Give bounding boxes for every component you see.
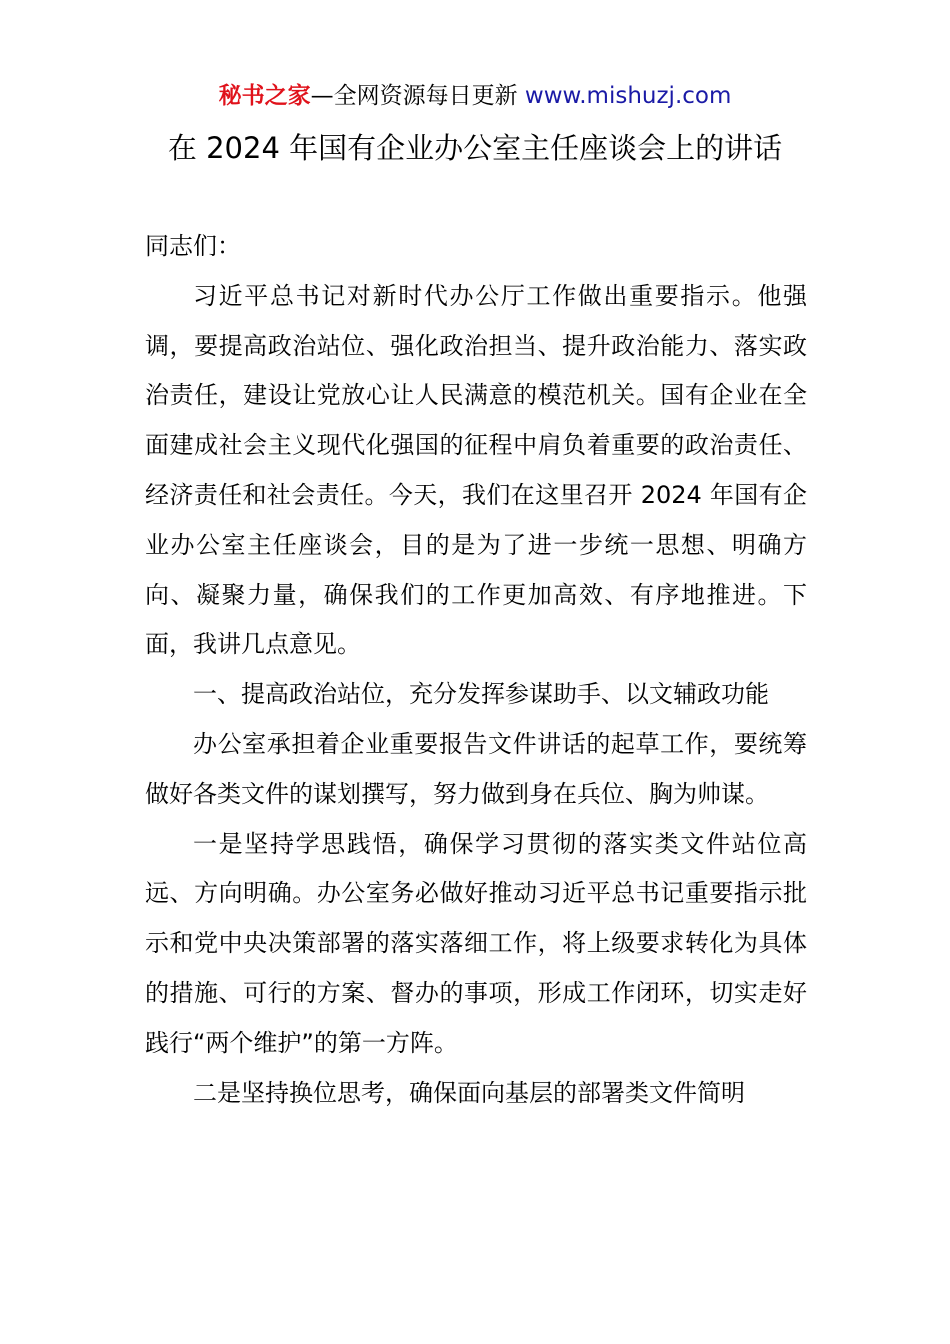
site-header bbox=[0, 80, 950, 112]
paragraph-point-2: 二是坚持换位思考，确保面向基层的部署类文件简明 bbox=[193, 1078, 745, 1107]
paragraph-intro: 习近平总书记对新时代办公厅工作做出重要指示。他强调，要提高政治站位、强化政治担当、提升政治能力、落实政治责任，建设让党放心让人民满意的模范机关。国有企业在全面建成社会主义现代化强国的征程中肩负着重要的政治责任、经济责任和社会责任。今天，我们在这里召开 2024 年国有企业办公室主任座谈会，目的是为了进一步统一思想、明确方向、凝聚力量，确保我们的工作更加高效、有序地推进。下面，我讲几点意见。 bbox=[145, 281, 807, 659]
document-title: 在 2024 年国有企业办公室主任座谈会上的讲话 bbox=[167, 131, 783, 165]
brand-name: 秘书之家 bbox=[218, 83, 311, 109]
paragraph-section-1-intro: 办公室承担着企业重要报告文件讲话的起草工作，要统筹做好各类文件的谋划撰写，努力做到身在兵位、胸为帅谋。 bbox=[145, 729, 807, 808]
paragraph-point-1: 一是坚持学思践悟，确保学习贯彻的落实类文件站位高远、方向明确。办公室务必做好推动习近平总书记重要指示批示和党中央决策部署的落实落细工作，将上级要求转化为具体的措施、可行的方案、督办的事项，形成工作闭环，切实走好践行“两个维护”的第一方阵。 bbox=[145, 829, 807, 1057]
salutation: 同志们： bbox=[145, 232, 241, 260]
site-url-link[interactable]: www.mishuzj.com bbox=[524, 83, 732, 109]
section-heading-1: 一、提高政治站位，充分发挥参谋助手、以文辅政功能 bbox=[193, 680, 769, 709]
document-body bbox=[145, 222, 807, 1118]
site-tagline: —全网资源每日更新 bbox=[310, 83, 518, 109]
